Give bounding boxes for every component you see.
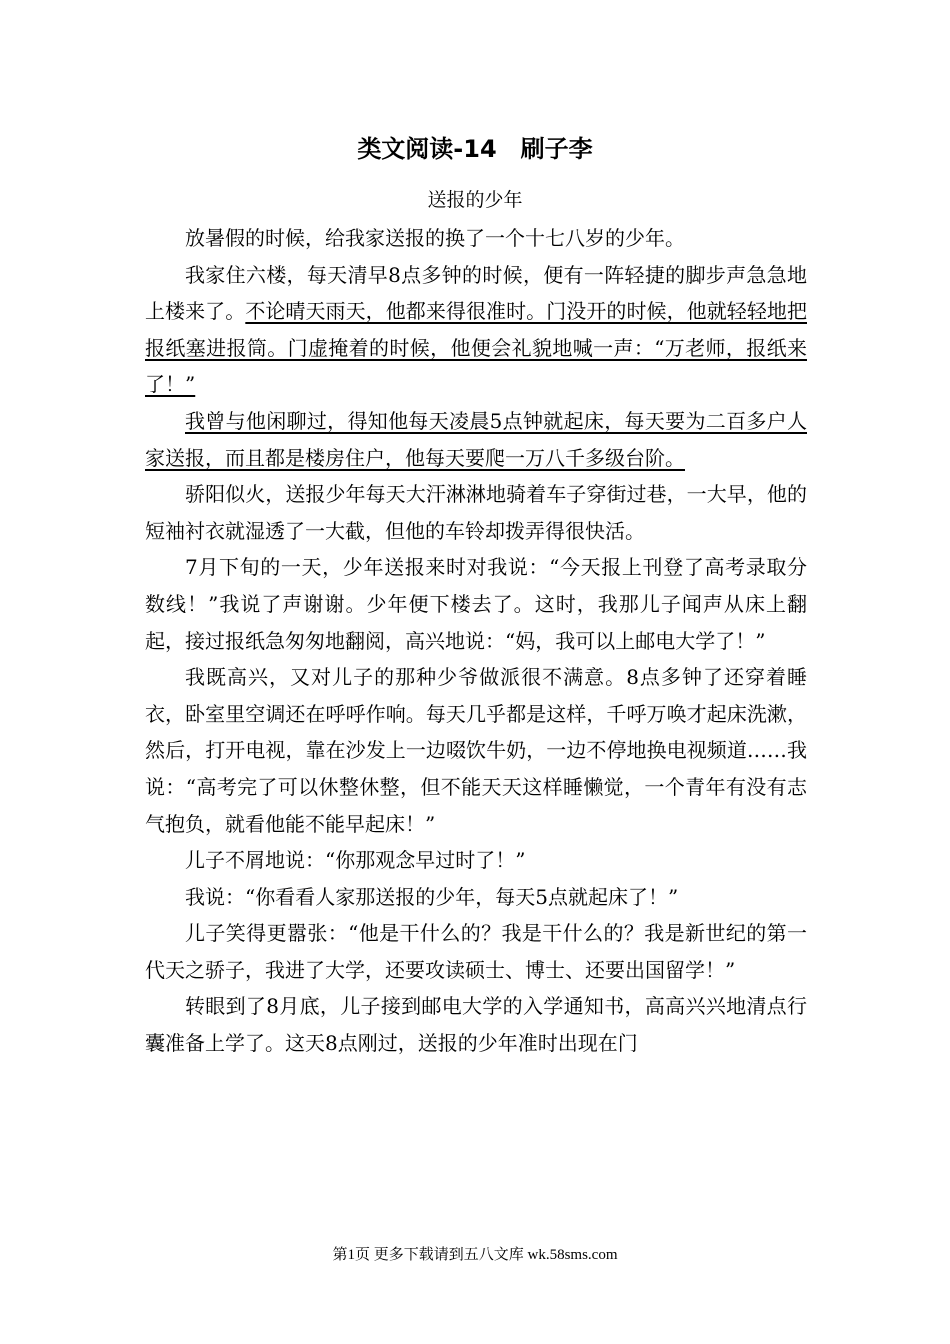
paragraph-4 — [145, 476, 807, 549]
paragraph-6-text: 我既高兴，又对儿子的那种少爷做派很不满意。8点多钟了还穿着睡衣，卧室里空调还在呼呼作响。每天几乎都是这样，千呼万唤才起床洗漱，然后，打开电视，靠在沙发上一边啜饮牛奶，一边不停地换电视频道……我说：“高考完了可以休整休整，但不能天天这样睡懒觉，一个青年有没有志气抱负，就看他能不能早起床！” — [145, 665, 807, 836]
paragraph-5-text: 7月下旬的一天，少年送报来时对我说：“今天报上刊登了高考录取分数线！”我说了声谢谢。少年便下楼去了。这时，我那儿子闻声从床上翻起，接过报纸急匆匆地翻阅，高兴地说：“妈，我可以上邮电大学了！” — [145, 555, 807, 653]
page-title: 类文阅读-14 刷子李 — [357, 135, 593, 163]
article-subtitle: 送报的少年 — [427, 189, 523, 211]
paragraph-1-text: 放暑假的时候，给我家送报的换了一个十七八岁的少年。 — [185, 226, 685, 250]
paragraph-5 — [145, 549, 807, 659]
article-body — [145, 220, 807, 1062]
paragraph-7-text: 儿子不屑地说：“你那观念早过时了！” — [185, 848, 526, 873]
paragraph-3-underlined-text: 我曾与他闲聊过，得知他每天凌晨5点钟就起床，每天要为二百多户人家送报，而且都是楼房住户，他每天要爬一万八千多级台阶。 — [145, 408, 807, 470]
page-footer: 第1页 更多下载请到五八文库 wk.58sms.com — [332, 1247, 618, 1263]
paragraph-2 — [145, 257, 807, 403]
paragraph-9-text: 儿子笑得更嚣张：“他是干什么的？我是干什么的？我是新世纪的第一代天之骄子，我进了大学，还要攻读硕士、博士、还要出国留学！” — [145, 921, 807, 982]
paragraph-4-text: 骄阳似火，送报少年每天大汗淋淋地骑着车子穿街过巷，一大早，他的短袖衬衣就湿透了一大截，但他的车铃却拨弄得很快活。 — [145, 482, 807, 543]
paragraph-2-underlined-text: 不论晴天雨天，他都来得很准时。门没开的时候，他就轻轻地把报纸塞进报筒。门虚掩着的时候，他便会礼貌地喊一声：“万老师，报纸来了！” — [145, 299, 807, 397]
paragraph-7 — [145, 842, 807, 879]
paragraph-9 — [145, 915, 807, 988]
paragraph-10 — [145, 988, 807, 1061]
paragraph-8-text: 我说：“你看看人家那送报的少年，每天5点就起床了！” — [185, 884, 679, 909]
paragraph-1 — [145, 220, 807, 257]
paragraph-8 — [145, 879, 807, 916]
paragraph-2-text: 我家住六楼，每天清早8点多钟的时候，便有一阵轻捷的脚步声急急地上楼来了。 — [145, 262, 807, 324]
paragraph-6 — [145, 659, 807, 842]
paragraph-10-text: 转眼到了8月底，儿子接到邮电大学的入学通知书，高高兴兴地清点行囊准备上学了。这天8点刚过，送报的少年准时出现在门 — [145, 994, 807, 1056]
paragraph-3 — [145, 403, 807, 476]
